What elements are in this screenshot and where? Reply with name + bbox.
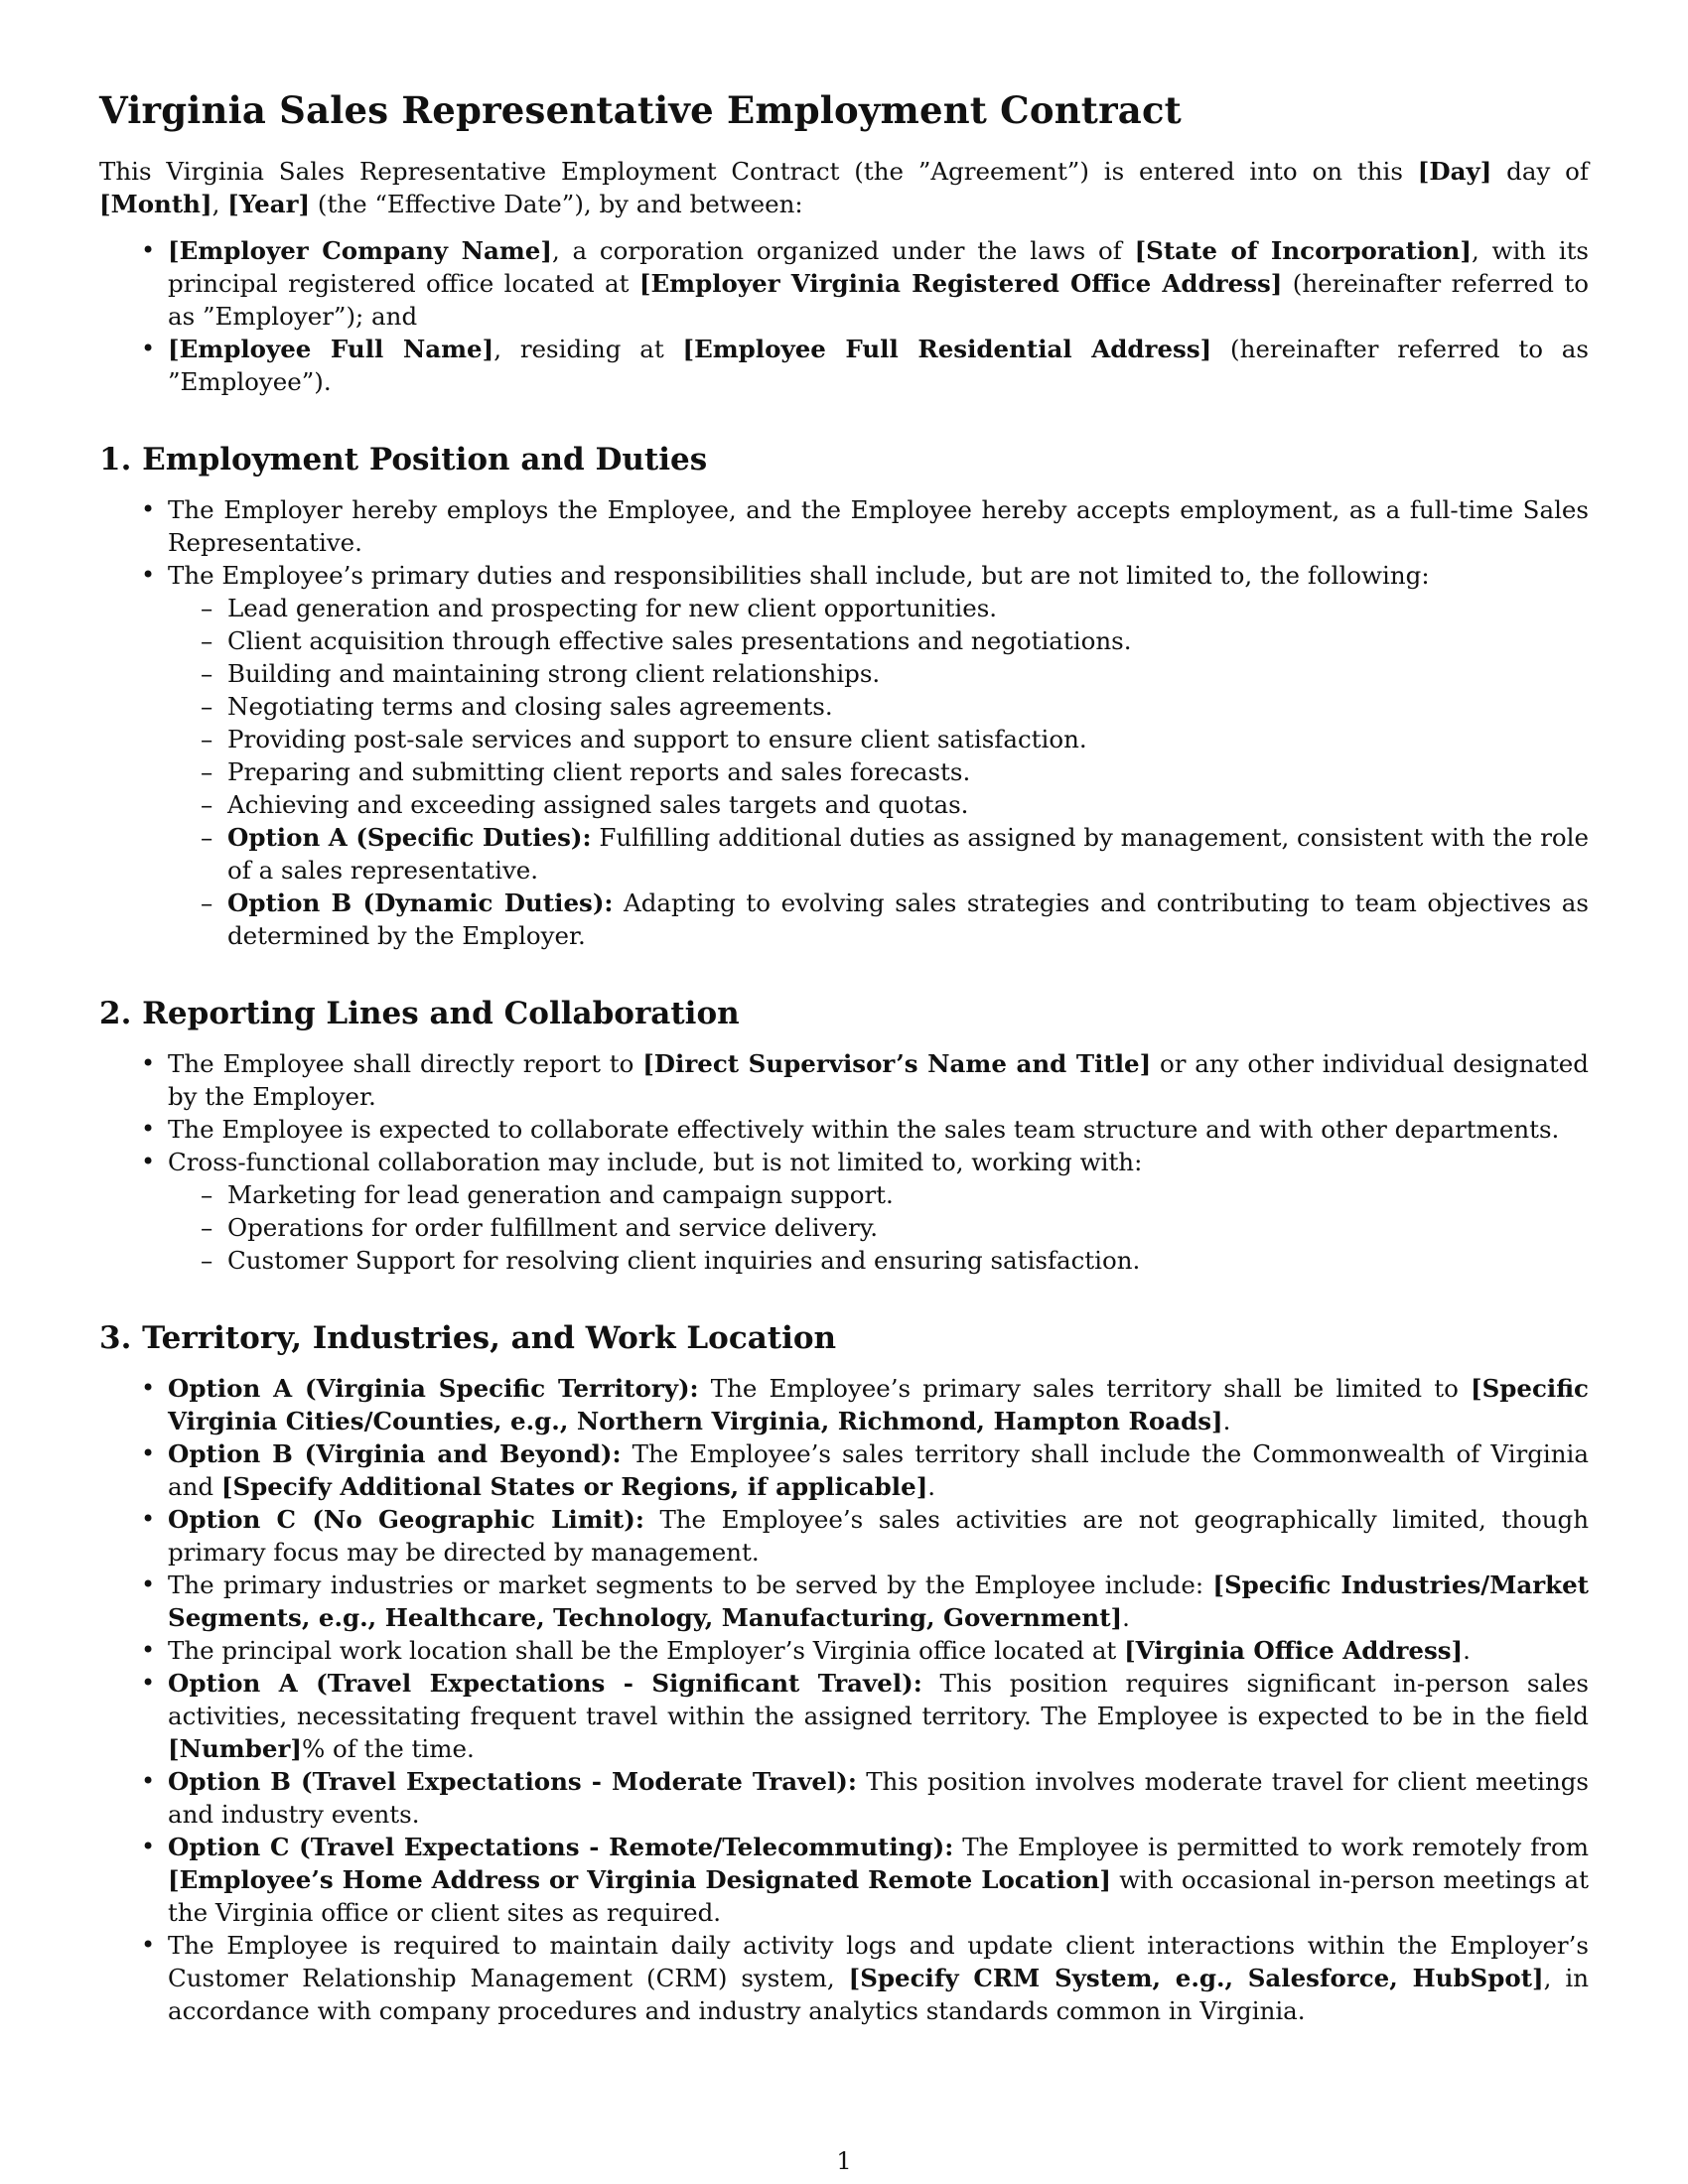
collaboration-list [168, 1178, 1589, 1277]
year-field: [Year] [227, 190, 311, 218]
duty-item: – Client acquisition through effective sales presentations and negotiations. [168, 624, 1589, 657]
option-label: Option A (Specific Duties): [227, 823, 592, 852]
option-label: Option A (Travel Expectations - Significant Travel): [168, 1669, 922, 1698]
option-text: Fulfilling additional duties as assigned by management, consistent with the role of a sales representative. [227, 823, 1589, 885]
employee-name-field: [Employee Full Name] [168, 335, 494, 363]
option-label: Option A (Virginia Specific Territory): [168, 1374, 699, 1403]
parties-list [99, 234, 1589, 398]
document-title: Virginia Sales Representative Employment Contract [99, 88, 1182, 132]
option-text: . [927, 1472, 936, 1501]
list-item [99, 1146, 1589, 1277]
party-employer [99, 234, 1589, 333]
intro-text: This Virginia Sales Representative Employment Contract (the ”Agreement”) is entered into on this [99, 157, 1418, 186]
party-text: (hereinafter referred to as ”Employee”). [168, 335, 1589, 396]
option-text: with occasional in-person meetings at the Virginia office or client sites as required. [168, 1865, 1590, 1927]
option-label: Option B (Dynamic Duties): [227, 888, 614, 917]
crm-system-field: [Specify CRM System, e.g., Salesforce, HubSpot] [848, 1964, 1544, 1992]
option-text: The Employee is permitted to work remotely from [953, 1833, 1590, 1861]
collaboration-item: – Operations for order fulfillment and service delivery. [168, 1211, 1589, 1244]
party-text: , with its principal registered office located at [168, 236, 1589, 298]
regions-field: [Specify Additional States or Regions, if applicable] [220, 1472, 928, 1501]
list-item [99, 559, 1589, 952]
party-text: , a corporation organized under the laws of [551, 236, 1135, 265]
party-text: , residing at [493, 335, 683, 363]
industries-field: [Specific Industries/Market Segments, e.g., Healthcare, Technology, Manufacturing, Government] [168, 1570, 1589, 1632]
crm-item [99, 1929, 1589, 2027]
travel-option-b [99, 1765, 1589, 1831]
percentage-field: [Number] [168, 1734, 302, 1763]
remote-location-field: [Employee’s Home Address or Virginia Designated Remote Location] [168, 1865, 1111, 1894]
employer-address-field: [Employer Virginia Registered Office Address] [638, 269, 1283, 298]
list-item-text: The Employee shall directly report to [168, 1049, 643, 1078]
collaboration-item: – Marketing for lead generation and campaign support. [168, 1178, 1589, 1211]
territory-option-a [99, 1372, 1589, 1437]
duty-item: – Providing post-sale services and support to ensure client satisfaction. [168, 723, 1589, 755]
list-item-text: The primary industries or market segments to be served by the Employee include: [168, 1570, 1213, 1599]
duties-list [168, 592, 1589, 952]
option-text: % of the time. [301, 1734, 475, 1763]
duty-item: – Building and maintaining strong client relationships. [168, 657, 1589, 690]
option-text: This position involves moderate travel for client meetings and industry events. [168, 1767, 1589, 1829]
list-item-text: . [1122, 1603, 1130, 1632]
month-field: [Month] [99, 190, 212, 218]
option-text: This position requires significant in-person sales activities, necessitating frequent travel within the assigned territory. The Employee is expected to be in the field [168, 1669, 1589, 1730]
option-label: Option C (No Geographic Limit): [168, 1505, 644, 1534]
intro-paragraph [99, 155, 1589, 220]
territory-field: [Specific Virginia Cities/Counties, e.g., Northern Virginia, Richmond, Hampton Roads] [168, 1374, 1589, 1435]
section-2-list [99, 1047, 1589, 1277]
option-label: Option B (Virginia and Beyond): [168, 1439, 622, 1468]
section-1-list [99, 493, 1589, 952]
list-item [99, 1047, 1589, 1113]
industries-item [99, 1569, 1589, 1634]
travel-option-a [99, 1667, 1589, 1765]
party-text: (hereinafter referred to as ”Employer”); and [168, 269, 1589, 331]
intro-text: , [211, 190, 228, 218]
work-location-item [99, 1634, 1589, 1667]
territory-option-c [99, 1503, 1589, 1569]
section-3-list [99, 1372, 1589, 2027]
list-item-text: The principal work location shall be the Employer’s Virginia office located at [168, 1636, 1125, 1665]
list-item-text: . [1463, 1636, 1471, 1665]
section-2-heading: 2. Reporting Lines and Collaboration [99, 996, 740, 1031]
party-employee [99, 333, 1589, 398]
intro-text: (the “Effective Date”), by and between: [310, 190, 803, 218]
employer-name-field: [Employer Company Name] [168, 236, 552, 265]
duty-item: – Achieving and exceeding assigned sales targets and quotas. [168, 788, 1589, 821]
option-text: The Employee’s primary sales territory shall be limited to [698, 1374, 1472, 1403]
state-field: [State of Incorporation] [1134, 236, 1472, 265]
collaboration-item: – Customer Support for resolving client inquiries and ensuring satisfaction. [168, 1244, 1589, 1277]
duty-option-b [168, 887, 1589, 952]
option-text: Adapting to evolving sales strategies and contributing to team objectives as determined by the Employer. [227, 888, 1589, 950]
list-item-text: Cross-functional collaboration may include, but is not limited to, working with: [168, 1148, 1143, 1176]
day-field: [Day] [1417, 157, 1492, 186]
duty-item: – Preparing and submitting client reports and sales forecasts. [168, 755, 1589, 788]
list-item: • The Employer hereby employs the Employee, and the Employee hereby accepts employment, as a full-time Sales Representative. [99, 493, 1589, 559]
option-text: The Employee’s sales territory shall include the Commonwealth of Virginia and [168, 1439, 1589, 1501]
duty-item: – Lead generation and prospecting for new client opportunities. [168, 592, 1589, 624]
list-item-text: , in accordance with company procedures and industry analytics standards common in Virginia. [168, 1964, 1589, 2025]
page-number: 1 [836, 2147, 852, 2175]
office-address-field: [Virginia Office Address] [1124, 1636, 1464, 1665]
employee-address-field: [Employee Full Residential Address] [682, 335, 1212, 363]
supervisor-field: [Direct Supervisor’s Name and Title] [642, 1049, 1152, 1078]
option-label: Option B (Travel Expectations - Moderate Travel): [168, 1767, 857, 1796]
section-3-heading: 3. Territory, Industries, and Work Location [99, 1320, 837, 1356]
section-1-heading: 1. Employment Position and Duties [99, 442, 708, 478]
intro-text: day of [1491, 157, 1589, 186]
option-label: Option C (Travel Expectations - Remote/Telecommuting): [168, 1833, 954, 1861]
list-item-text: The Employee is required to maintain daily activity logs and update client interactions within the Employer’s Customer Relationship Management (CRM) system, [168, 1931, 1589, 1992]
contract-page [99, 87, 1589, 2027]
duty-item: – Negotiating terms and closing sales agreements. [168, 690, 1589, 723]
option-text: . [1222, 1407, 1231, 1435]
option-text: The Employee’s sales activities are not geographically limited, though primary focus may be directed by management. [168, 1505, 1589, 1567]
list-item: • The Employee is expected to collaborate effectively within the sales team structure and with other departments. [99, 1113, 1589, 1146]
list-item-text: The Employee’s primary duties and responsibilities shall include, but are not limited to, the following: [168, 561, 1430, 590]
territory-option-b [99, 1437, 1589, 1503]
duty-option-a [168, 821, 1589, 887]
travel-option-c [99, 1831, 1589, 1929]
list-item-text: or any other individual designated by the Employer. [168, 1049, 1589, 1111]
